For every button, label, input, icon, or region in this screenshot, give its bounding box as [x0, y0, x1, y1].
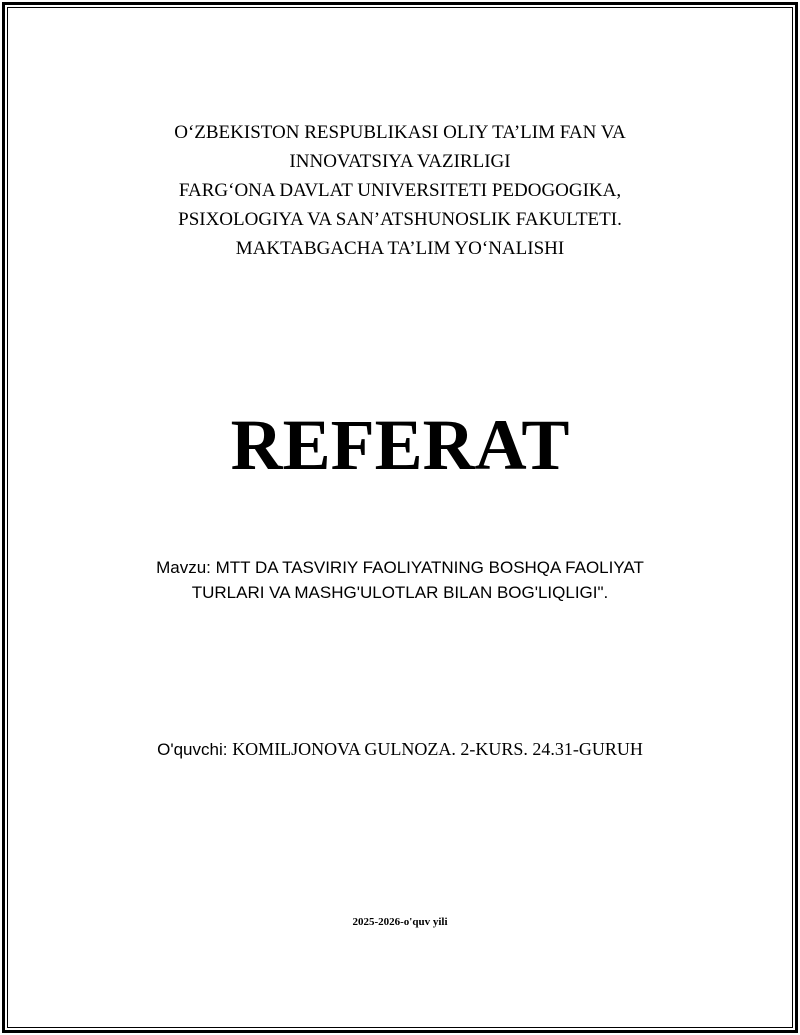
student-label: O'quvchi:: [157, 740, 233, 759]
student-info: [0, 737, 800, 762]
topic: [0, 555, 800, 605]
header-line-3: FARG‘ONA DAVLAT UNIVERSITETI PEDOGOGIKA,: [178, 180, 622, 201]
header-line-2: INNOVATSIYA VAZIRLIGI: [289, 151, 511, 172]
document-title: REFERAT: [230, 405, 570, 485]
header-line-4: PSIXOLOGIYA VA SAN’ATSHUNOSLIK FAKULTETI.: [178, 209, 622, 230]
header-line-1: O‘ZBEKISTON RESPUBLIKASI OLIY TA’LIM FAN VA: [174, 122, 626, 143]
header-line-5: MAKTABGACHA TA’LIM YO‘NALISHI: [235, 238, 565, 259]
institution-header: [0, 118, 800, 263]
topic-line-2: TURLARI VA MASHG'ULOTLAR BILAN BOG'LIQLIGI".: [191, 583, 609, 602]
academic-year: 2025-2026-o'quv yili: [352, 916, 448, 928]
topic-line-1: Mavzu: MTT DA TASVIRIY FAOLIYATNING BOSHQA FAOLIYAT: [156, 558, 644, 577]
student-value: KOMILJONOVA GULNOZA. 2-KURS. 24.31-GURUH: [232, 739, 643, 759]
